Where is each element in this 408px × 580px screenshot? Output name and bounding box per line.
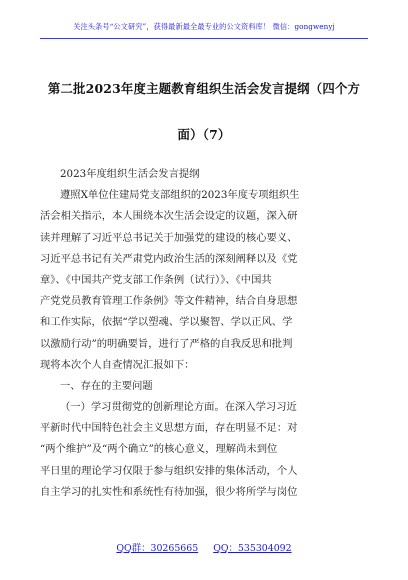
title-line-2: 面）（7） — [177, 127, 231, 142]
paragraph-line: 自主学习的扎实性和系统性有待加强，很少将所学与岗位 — [40, 485, 298, 498]
title-line-1: 第二批2023年度主题教育组织生活会发言提纲（四个方 — [47, 81, 361, 96]
paragraph-line: “两个维护”及“两个确立”的核心意义，理解尚未到位 — [40, 443, 278, 456]
qq-contact-link[interactable]: QQ：535304092 — [213, 543, 292, 554]
paragraph-line: 读并理解了习近平总书记关于加强党的建设的核心要义、 — [40, 231, 298, 244]
paragraph-line: 和工作实际，依据“学以塑魂、学以聚智、学以正风、学 — [40, 316, 293, 329]
paragraph-line: 习近平总书记有关严肃党内政治生活的深刻阐释以及《党 — [40, 252, 298, 265]
header-divider — [40, 38, 368, 39]
paragraph-line: 章》、《中国共产党支部工作条例（试行）》、《中国共 — [40, 273, 272, 286]
paragraph-line: 现将本次个人自查情况汇报如下： — [40, 358, 195, 371]
document-title — [40, 66, 368, 158]
paragraph-line: 平新时代中国特色社会主义思想方面，存在明显不足：对 — [40, 422, 298, 435]
paragraph-line: 遵照X单位住建局党支部组织的2023年度专项组织生 — [60, 189, 300, 202]
paragraph-line: 平日里的理论学习仅限于参与组织安排的集体活动，个人 — [40, 464, 298, 477]
header-banner: 关注头条号“公文研究”，获得最新最全最专业的公文资料库！ 微信：gongwenyj — [73, 22, 335, 31]
document-body — [40, 164, 370, 503]
paragraph-line: 活会相关指示，本人围绕本次生活会设定的议题，深入研 — [40, 210, 298, 223]
paragraph-line: 以激励行动”的明确要旨，进行了严格的自我反思和批判 — [40, 337, 293, 350]
paragraph-line: （一）学习贯彻党的创新理论方面。在深入学习习近 — [60, 401, 297, 414]
footer-contact — [0, 540, 408, 554]
subtitle: 2023年度组织生活会发言提纲 — [60, 168, 200, 180]
paragraph-line: 产党党员教育管理工作条例》等文件精神，结合自身思想 — [40, 295, 298, 308]
section-heading: 一、存在的主要问题 — [60, 379, 153, 392]
qq-group-link[interactable]: QQ群：30265665 — [116, 543, 199, 554]
